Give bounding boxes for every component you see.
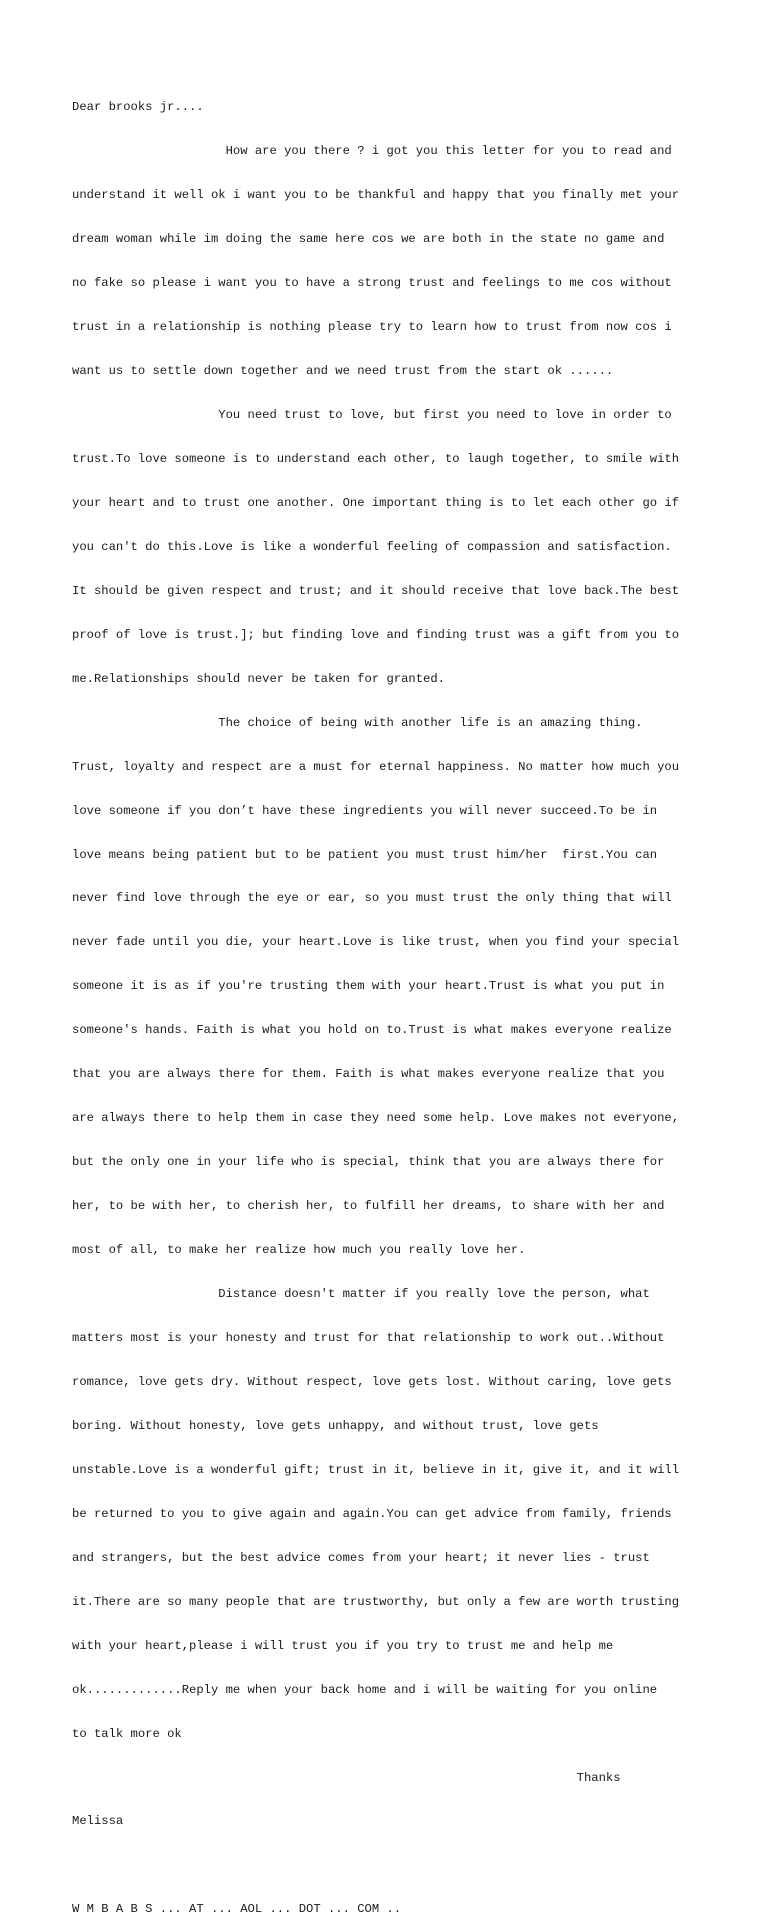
text-line: but the only one in your life who is special, think that you are always there for <box>72 1155 665 1170</box>
blank-line <box>72 1858 752 1873</box>
text-line: understand it well ok i want you to be thankful and happy that you finally met your <box>72 188 680 203</box>
text-line: most of all, to make her realize how much you really love her. <box>72 1243 526 1258</box>
text-line: never find love through the eye or ear, so you must trust the only thing that will <box>72 891 672 906</box>
text-line: me.Relationships should never be taken for granted. <box>72 671 445 686</box>
text-line: romance, love gets dry. Without respect, love gets lost. Without caring, love gets <box>72 1374 672 1389</box>
text-line: matters most is your honesty and trust for that relationship to work out..Without <box>72 1331 665 1345</box>
text-line: her, to be with her, to cherish her, to fulfill her dreams, to share with her and <box>72 1199 665 1214</box>
text-line: unstable.Love is a wonderful gift; trust in it, believe in it, give it, and it will <box>72 1462 680 1477</box>
text-line: trust.To love someone is to understand each other, to laugh together, to smile with <box>72 451 680 466</box>
text-line: ok.............Reply me when your back home and i will be waiting for you online <box>72 1682 658 1697</box>
text-line: trust in a relationship is nothing please try to learn how to trust from now cos i <box>72 320 672 335</box>
text-line: love someone if you don’t have these ingredients you will never succeed.To be in <box>72 803 658 818</box>
email-contact: W M B A B S ... AT ... AOL ... DOT ... COM .. <box>72 1902 402 1917</box>
text-line: love means being patient but to be patient you must trust him/her first.You can <box>72 847 658 862</box>
text-line: are always there to help them in case they need some help. Love makes not everyone, <box>72 1111 680 1126</box>
text-line: want us to settle down together and we need trust from the start ok ...... <box>72 364 614 379</box>
text-line: You need trust to love, but first you need to love in order to <box>72 407 672 422</box>
text-line: your heart and to trust one another. One important thing is to let each other go if <box>72 495 680 510</box>
signoff-thanks: Thanks <box>72 1770 621 1785</box>
text-line: no fake so please i want you to have a strong trust and feelings to me cos without <box>72 276 672 291</box>
text-line: that you are always there for them. Faith is what makes everyone realize that you <box>72 1067 665 1082</box>
letter-body <box>72 71 752 1932</box>
text-line: to talk more ok <box>72 1726 182 1741</box>
text-line: boring. Without honesty, love gets unhappy, and without trust, love gets <box>72 1418 599 1433</box>
text-line: it.There are so many people that are trustworthy, but only a few are worth trusting <box>72 1594 680 1609</box>
text-line: Trust, loyalty and respect are a must for eternal happiness. No matter how much you <box>72 759 680 774</box>
text-line: someone's hands. Faith is what you hold on to.Trust is what makes everyone realize <box>72 1023 672 1038</box>
text-line: Dear brooks jr.... <box>72 100 204 115</box>
text-line: proof of love is trust.]; but finding love and finding trust was a gift from you to <box>72 627 680 642</box>
text-line: never fade until you die, your heart.Love is like trust, when you find your special <box>72 935 680 950</box>
text-line: you can't do this.Love is like a wonderful feeling of compassion and satisfaction. <box>72 539 672 554</box>
text-line: someone it is as if you're trusting them with your heart.Trust is what you put in <box>72 979 665 994</box>
text-line: It should be given respect and trust; and it should receive that love back.The best <box>72 583 680 598</box>
text-line: Distance doesn't matter if you really love the person, what <box>72 1287 650 1302</box>
text-line: with your heart,please i will trust you if you try to trust me and help me <box>72 1638 614 1653</box>
text-line: How are you there ? i got you this letter for you to read and <box>72 144 672 159</box>
text-line: The choice of being with another life is an amazing thing. <box>72 715 643 730</box>
text-line: be returned to you to give again and again.You can get advice from family, friends <box>72 1506 672 1521</box>
signature-name: Melissa <box>72 1814 124 1829</box>
text-line: and strangers, but the best advice comes from your heart; it never lies - trust <box>72 1550 650 1565</box>
text-line: dream woman while im doing the same here cos we are both in the state no game and <box>72 232 665 247</box>
